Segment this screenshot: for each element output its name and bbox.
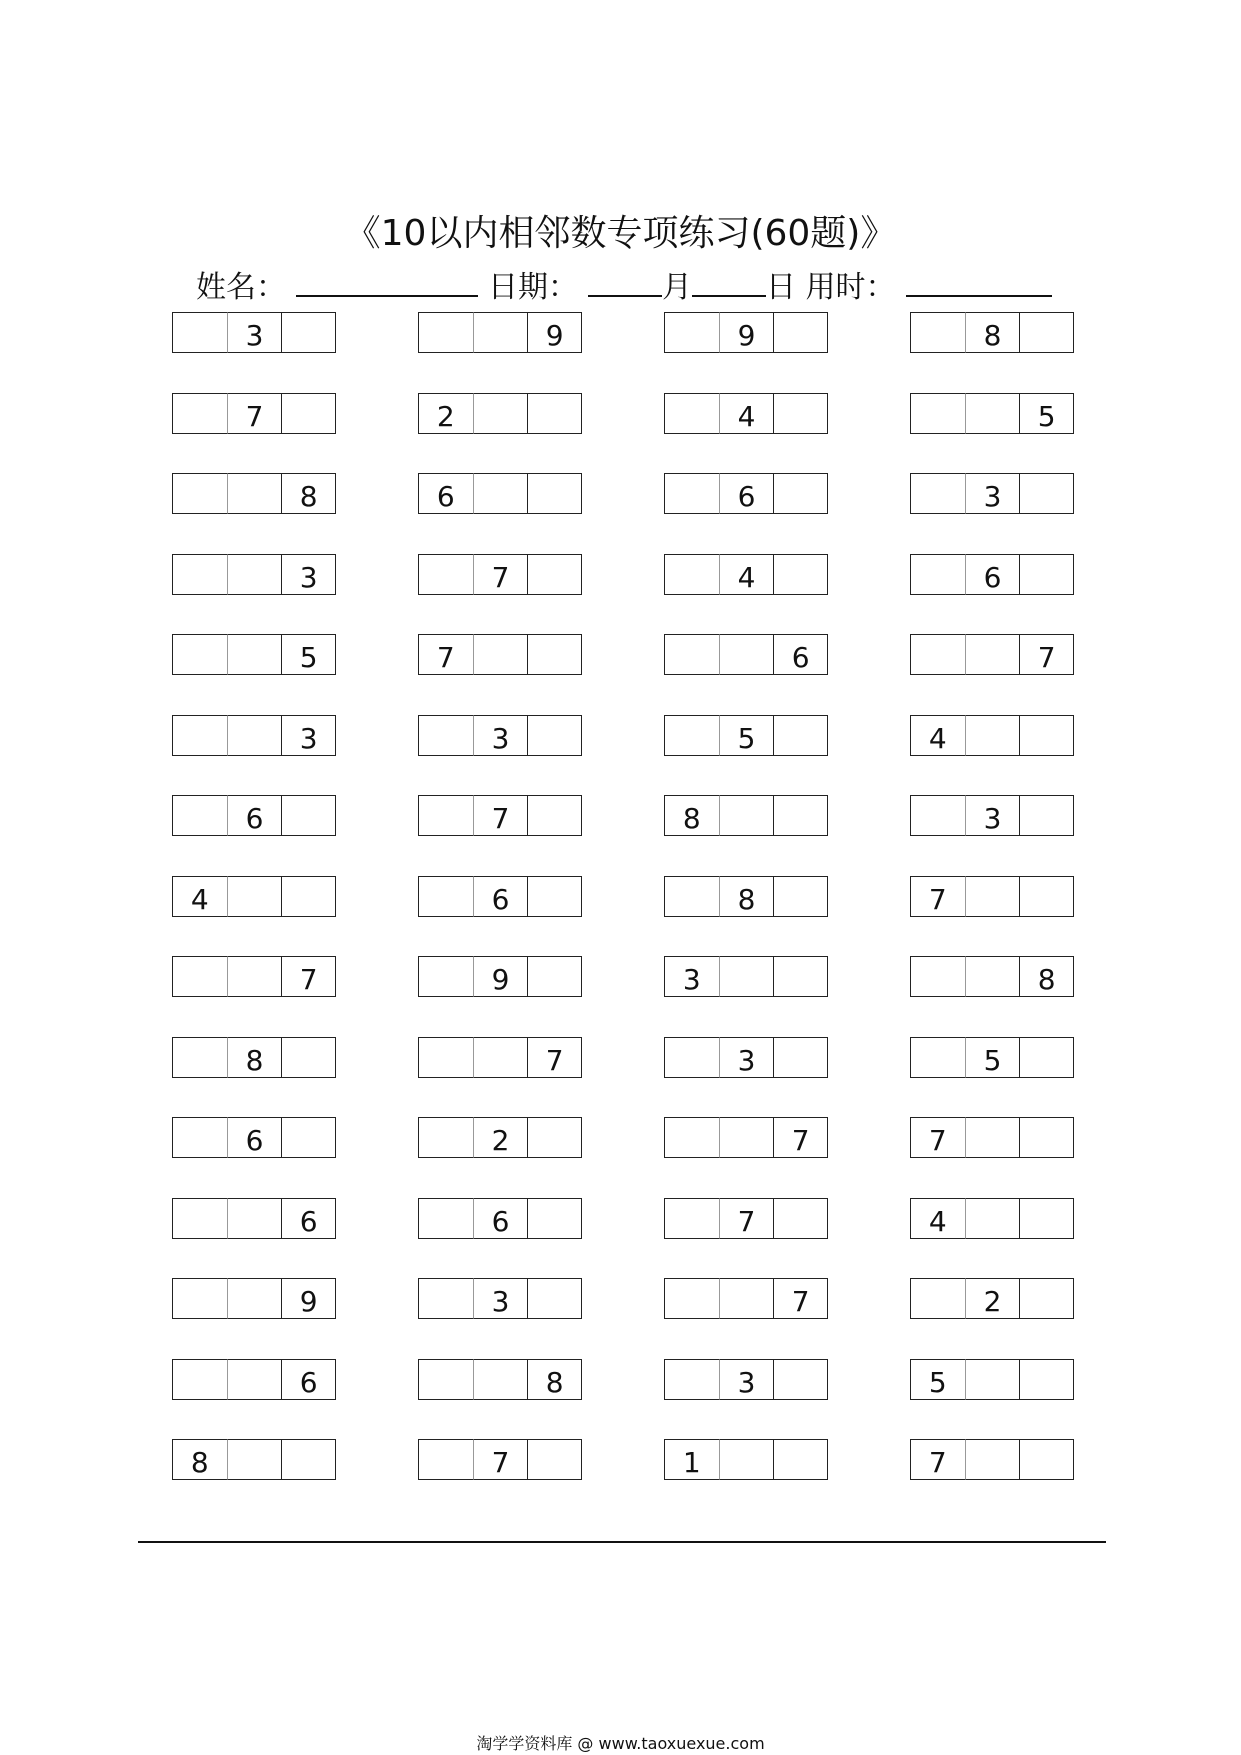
middle-cell[interactable] xyxy=(719,956,774,997)
right-cell[interactable] xyxy=(527,554,582,595)
middle-cell[interactable] xyxy=(227,715,282,756)
student-info-line xyxy=(196,265,1052,308)
page-title: 《10以内相邻数专项练习(60题)》 xyxy=(344,213,897,254)
adjacent-number-problem xyxy=(418,554,582,595)
right-cell: 8 xyxy=(1019,956,1074,997)
adjacent-number-problem xyxy=(172,1439,336,1480)
adjacent-number-problem xyxy=(664,634,828,675)
middle-cell: 3 xyxy=(719,1037,774,1078)
right-cell[interactable] xyxy=(527,1439,582,1480)
left-cell: 8 xyxy=(664,795,719,836)
middle-cell: 3 xyxy=(965,473,1020,514)
middle-cell[interactable] xyxy=(719,795,774,836)
left-cell[interactable] xyxy=(418,1359,473,1400)
right-cell[interactable] xyxy=(527,795,582,836)
middle-cell[interactable] xyxy=(227,1359,282,1400)
adjacent-number-problem xyxy=(172,1117,336,1158)
left-cell[interactable] xyxy=(664,1278,719,1319)
right-cell: 5 xyxy=(281,634,336,675)
middle-cell: 4 xyxy=(719,554,774,595)
left-cell[interactable] xyxy=(172,554,227,595)
right-cell[interactable] xyxy=(1019,554,1074,595)
left-cell: 8 xyxy=(172,1439,227,1480)
left-cell[interactable] xyxy=(664,1037,719,1078)
right-cell[interactable] xyxy=(527,1278,582,1319)
adjacent-number-problem xyxy=(664,1278,828,1319)
right-cell[interactable] xyxy=(1019,473,1074,514)
middle-cell: 3 xyxy=(473,1278,528,1319)
right-cell[interactable] xyxy=(281,393,336,434)
adjacent-number-problem xyxy=(172,876,336,917)
left-cell[interactable] xyxy=(418,956,473,997)
adjacent-number-problem xyxy=(664,1037,828,1078)
left-cell: 7 xyxy=(910,876,965,917)
left-cell[interactable] xyxy=(418,1439,473,1480)
right-cell[interactable] xyxy=(773,1359,828,1400)
middle-cell[interactable] xyxy=(719,1439,774,1480)
adjacent-number-problem xyxy=(418,876,582,917)
middle-cell[interactable] xyxy=(227,634,282,675)
middle-cell: 6 xyxy=(473,1198,528,1239)
adjacent-number-problem xyxy=(664,1439,828,1480)
adjacent-number-problem xyxy=(418,795,582,836)
left-cell[interactable] xyxy=(172,1359,227,1400)
adjacent-number-problem xyxy=(418,1439,582,1480)
adjacent-number-problem xyxy=(172,715,336,756)
right-cell[interactable] xyxy=(773,715,828,756)
right-cell: 8 xyxy=(527,1359,582,1400)
right-cell[interactable] xyxy=(1019,1198,1074,1239)
adjacent-number-problem xyxy=(910,312,1074,353)
adjacent-number-problem xyxy=(910,1198,1074,1239)
middle-cell[interactable] xyxy=(227,956,282,997)
middle-cell[interactable] xyxy=(965,1198,1020,1239)
adjacent-number-problem xyxy=(418,393,582,434)
month-label: 月 xyxy=(662,270,692,305)
left-cell[interactable] xyxy=(172,795,227,836)
middle-cell: 7 xyxy=(227,393,282,434)
adjacent-number-problem xyxy=(418,1198,582,1239)
middle-cell: 5 xyxy=(965,1037,1020,1078)
adjacent-number-problem xyxy=(418,956,582,997)
middle-cell: 3 xyxy=(965,795,1020,836)
middle-cell[interactable] xyxy=(965,393,1020,434)
right-cell[interactable] xyxy=(773,554,828,595)
middle-cell: 6 xyxy=(227,795,282,836)
left-cell[interactable] xyxy=(664,554,719,595)
middle-cell: 3 xyxy=(473,715,528,756)
left-cell: 7 xyxy=(418,634,473,675)
adjacent-number-problem xyxy=(664,312,828,353)
right-cell: 9 xyxy=(527,312,582,353)
right-cell[interactable] xyxy=(1019,1037,1074,1078)
day-blank[interactable] xyxy=(692,265,766,297)
right-cell: 6 xyxy=(281,1198,336,1239)
right-cell[interactable] xyxy=(1019,1278,1074,1319)
middle-cell: 6 xyxy=(227,1117,282,1158)
adjacent-number-problem xyxy=(172,1278,336,1319)
time-blank[interactable] xyxy=(906,265,1052,297)
left-cell[interactable] xyxy=(172,473,227,514)
right-cell: 7 xyxy=(281,956,336,997)
right-cell: 8 xyxy=(281,473,336,514)
adjacent-number-problem xyxy=(910,634,1074,675)
right-cell: 5 xyxy=(1019,393,1074,434)
adjacent-number-problem xyxy=(910,1439,1074,1480)
middle-cell: 9 xyxy=(473,956,528,997)
left-cell[interactable] xyxy=(418,554,473,595)
left-cell[interactable] xyxy=(418,715,473,756)
left-cell[interactable] xyxy=(172,1198,227,1239)
middle-cell: 2 xyxy=(473,1117,528,1158)
left-cell[interactable] xyxy=(910,1278,965,1319)
adjacent-number-problem xyxy=(172,634,336,675)
right-cell[interactable] xyxy=(527,393,582,434)
adjacent-number-problem xyxy=(664,876,828,917)
middle-cell: 8 xyxy=(719,876,774,917)
adjacent-number-problem xyxy=(172,393,336,434)
middle-cell: 9 xyxy=(719,312,774,353)
right-cell: 3 xyxy=(281,715,336,756)
right-cell[interactable] xyxy=(773,1439,828,1480)
adjacent-number-problem xyxy=(910,956,1074,997)
right-cell[interactable] xyxy=(1019,1439,1074,1480)
adjacent-number-problem xyxy=(172,1037,336,1078)
middle-cell[interactable] xyxy=(473,634,528,675)
right-cell[interactable] xyxy=(527,634,582,675)
middle-cell[interactable] xyxy=(227,1198,282,1239)
middle-cell: 7 xyxy=(719,1198,774,1239)
right-cell[interactable] xyxy=(281,876,336,917)
right-cell[interactable] xyxy=(527,1117,582,1158)
left-cell[interactable] xyxy=(910,634,965,675)
left-cell[interactable] xyxy=(418,876,473,917)
right-cell[interactable] xyxy=(1019,795,1074,836)
middle-cell[interactable] xyxy=(473,1037,528,1078)
right-cell: 7 xyxy=(1019,634,1074,675)
date-label: 日期： xyxy=(488,270,578,305)
adjacent-number-problem xyxy=(418,1278,582,1319)
adjacent-number-problem xyxy=(664,715,828,756)
right-cell[interactable] xyxy=(527,1198,582,1239)
name-blank[interactable] xyxy=(296,265,478,297)
middle-cell: 8 xyxy=(965,312,1020,353)
adjacent-number-problem xyxy=(664,393,828,434)
adjacent-number-problem xyxy=(910,795,1074,836)
adjacent-number-problem xyxy=(418,1359,582,1400)
left-cell[interactable] xyxy=(664,1359,719,1400)
right-cell[interactable] xyxy=(1019,876,1074,917)
left-cell[interactable] xyxy=(910,795,965,836)
middle-cell: 2 xyxy=(965,1278,1020,1319)
adjacent-number-problem xyxy=(172,473,336,514)
adjacent-number-problem xyxy=(910,393,1074,434)
adjacent-number-problem xyxy=(172,554,336,595)
adjacent-number-problem xyxy=(172,1198,336,1239)
middle-cell: 7 xyxy=(473,1439,528,1480)
left-cell[interactable] xyxy=(418,795,473,836)
left-cell[interactable] xyxy=(172,1278,227,1319)
middle-cell[interactable] xyxy=(965,876,1020,917)
adjacent-number-problem xyxy=(664,1198,828,1239)
left-cell[interactable] xyxy=(172,634,227,675)
right-cell: 3 xyxy=(281,554,336,595)
left-cell[interactable] xyxy=(664,473,719,514)
middle-cell[interactable] xyxy=(719,1117,774,1158)
left-cell[interactable] xyxy=(910,312,965,353)
left-cell[interactable] xyxy=(910,393,965,434)
right-cell[interactable] xyxy=(527,473,582,514)
adjacent-number-problem xyxy=(664,473,828,514)
middle-cell[interactable] xyxy=(965,634,1020,675)
month-blank[interactable] xyxy=(588,265,662,297)
right-cell[interactable] xyxy=(1019,312,1074,353)
right-cell[interactable] xyxy=(773,312,828,353)
adjacent-number-problem xyxy=(418,312,582,353)
adjacent-number-problem xyxy=(664,554,828,595)
left-cell[interactable] xyxy=(418,1117,473,1158)
middle-cell[interactable] xyxy=(965,1117,1020,1158)
middle-cell[interactable] xyxy=(473,473,528,514)
left-cell: 4 xyxy=(172,876,227,917)
right-cell[interactable] xyxy=(527,715,582,756)
right-cell[interactable] xyxy=(773,876,828,917)
middle-cell[interactable] xyxy=(965,956,1020,997)
adjacent-number-problem xyxy=(910,715,1074,756)
right-cell[interactable] xyxy=(773,393,828,434)
adjacent-number-problem xyxy=(910,1359,1074,1400)
left-cell: 4 xyxy=(910,715,965,756)
right-cell: 7 xyxy=(773,1278,828,1319)
name-label: 姓名： xyxy=(196,270,286,305)
left-cell[interactable] xyxy=(418,1037,473,1078)
left-cell[interactable] xyxy=(172,1117,227,1158)
middle-cell[interactable] xyxy=(227,1278,282,1319)
middle-cell: 4 xyxy=(719,393,774,434)
left-cell[interactable] xyxy=(664,393,719,434)
adjacent-number-problem xyxy=(172,312,336,353)
right-cell[interactable] xyxy=(281,795,336,836)
adjacent-number-problem xyxy=(664,1117,828,1158)
left-cell[interactable] xyxy=(664,1117,719,1158)
middle-cell[interactable] xyxy=(227,554,282,595)
left-cell[interactable] xyxy=(172,956,227,997)
left-cell: 6 xyxy=(418,473,473,514)
right-cell[interactable] xyxy=(1019,1359,1074,1400)
right-cell[interactable] xyxy=(773,1037,828,1078)
footer-watermark: 淘学学资料库 @ www.taoxuexue.com xyxy=(476,1734,765,1753)
middle-cell[interactable] xyxy=(965,715,1020,756)
left-cell[interactable] xyxy=(910,473,965,514)
day-label: 日 xyxy=(766,270,796,305)
middle-cell[interactable] xyxy=(227,1439,282,1480)
right-cell[interactable] xyxy=(1019,715,1074,756)
middle-cell: 5 xyxy=(719,715,774,756)
adjacent-number-problem xyxy=(910,1037,1074,1078)
middle-cell[interactable] xyxy=(227,473,282,514)
middle-cell: 8 xyxy=(227,1037,282,1078)
right-cell[interactable] xyxy=(527,876,582,917)
left-cell[interactable] xyxy=(172,1037,227,1078)
right-cell[interactable] xyxy=(281,1117,336,1158)
right-cell: 9 xyxy=(281,1278,336,1319)
middle-cell: 7 xyxy=(473,795,528,836)
right-cell[interactable] xyxy=(773,795,828,836)
adjacent-number-problem xyxy=(172,956,336,997)
middle-cell: 6 xyxy=(473,876,528,917)
adjacent-number-problem xyxy=(664,795,828,836)
right-cell: 7 xyxy=(773,1117,828,1158)
right-cell[interactable] xyxy=(527,956,582,997)
middle-cell[interactable] xyxy=(965,1359,1020,1400)
middle-cell[interactable] xyxy=(227,876,282,917)
adjacent-number-problem xyxy=(418,473,582,514)
left-cell[interactable] xyxy=(418,312,473,353)
left-cell: 7 xyxy=(910,1117,965,1158)
adjacent-number-problem xyxy=(418,1037,582,1078)
adjacent-number-problem xyxy=(418,715,582,756)
adjacent-number-problem xyxy=(418,634,582,675)
adjacent-number-problem xyxy=(664,956,828,997)
adjacent-number-problem xyxy=(910,1278,1074,1319)
adjacent-number-problem xyxy=(172,795,336,836)
left-cell: 7 xyxy=(910,1439,965,1480)
middle-cell[interactable] xyxy=(719,634,774,675)
adjacent-number-problem xyxy=(910,1117,1074,1158)
right-cell: 6 xyxy=(773,634,828,675)
middle-cell: 3 xyxy=(227,312,282,353)
middle-cell: 3 xyxy=(719,1359,774,1400)
right-cell: 7 xyxy=(527,1037,582,1078)
adjacent-number-problem xyxy=(172,1359,336,1400)
middle-cell: 7 xyxy=(473,554,528,595)
right-cell[interactable] xyxy=(773,1198,828,1239)
middle-cell[interactable] xyxy=(965,1439,1020,1480)
adjacent-number-problem xyxy=(910,554,1074,595)
left-cell: 2 xyxy=(418,393,473,434)
left-cell[interactable] xyxy=(418,1278,473,1319)
left-cell[interactable] xyxy=(664,876,719,917)
middle-cell[interactable] xyxy=(473,1359,528,1400)
left-cell: 4 xyxy=(910,1198,965,1239)
right-cell[interactable] xyxy=(773,473,828,514)
divider-line xyxy=(138,1541,1106,1543)
left-cell[interactable] xyxy=(664,634,719,675)
middle-cell: 6 xyxy=(719,473,774,514)
adjacent-number-problem xyxy=(910,876,1074,917)
middle-cell[interactable] xyxy=(473,312,528,353)
middle-cell[interactable] xyxy=(473,393,528,434)
adjacent-number-problem xyxy=(418,1117,582,1158)
left-cell[interactable] xyxy=(664,1198,719,1239)
adjacent-number-problem xyxy=(910,473,1074,514)
left-cell[interactable] xyxy=(172,393,227,434)
left-cell[interactable] xyxy=(418,1198,473,1239)
right-cell[interactable] xyxy=(1019,1117,1074,1158)
middle-cell[interactable] xyxy=(719,1278,774,1319)
left-cell: 3 xyxy=(664,956,719,997)
time-label: 用时： xyxy=(805,270,896,305)
left-cell[interactable] xyxy=(910,956,965,997)
left-cell[interactable] xyxy=(664,312,719,353)
adjacent-number-problem xyxy=(664,1359,828,1400)
left-cell[interactable] xyxy=(172,715,227,756)
right-cell[interactable] xyxy=(281,312,336,353)
left-cell[interactable] xyxy=(910,554,965,595)
right-cell[interactable] xyxy=(281,1439,336,1480)
left-cell[interactable] xyxy=(664,715,719,756)
left-cell[interactable] xyxy=(910,1037,965,1078)
right-cell[interactable] xyxy=(281,1037,336,1078)
right-cell: 6 xyxy=(281,1359,336,1400)
left-cell[interactable] xyxy=(172,312,227,353)
right-cell[interactable] xyxy=(773,956,828,997)
left-cell: 1 xyxy=(664,1439,719,1480)
middle-cell: 6 xyxy=(965,554,1020,595)
left-cell: 5 xyxy=(910,1359,965,1400)
